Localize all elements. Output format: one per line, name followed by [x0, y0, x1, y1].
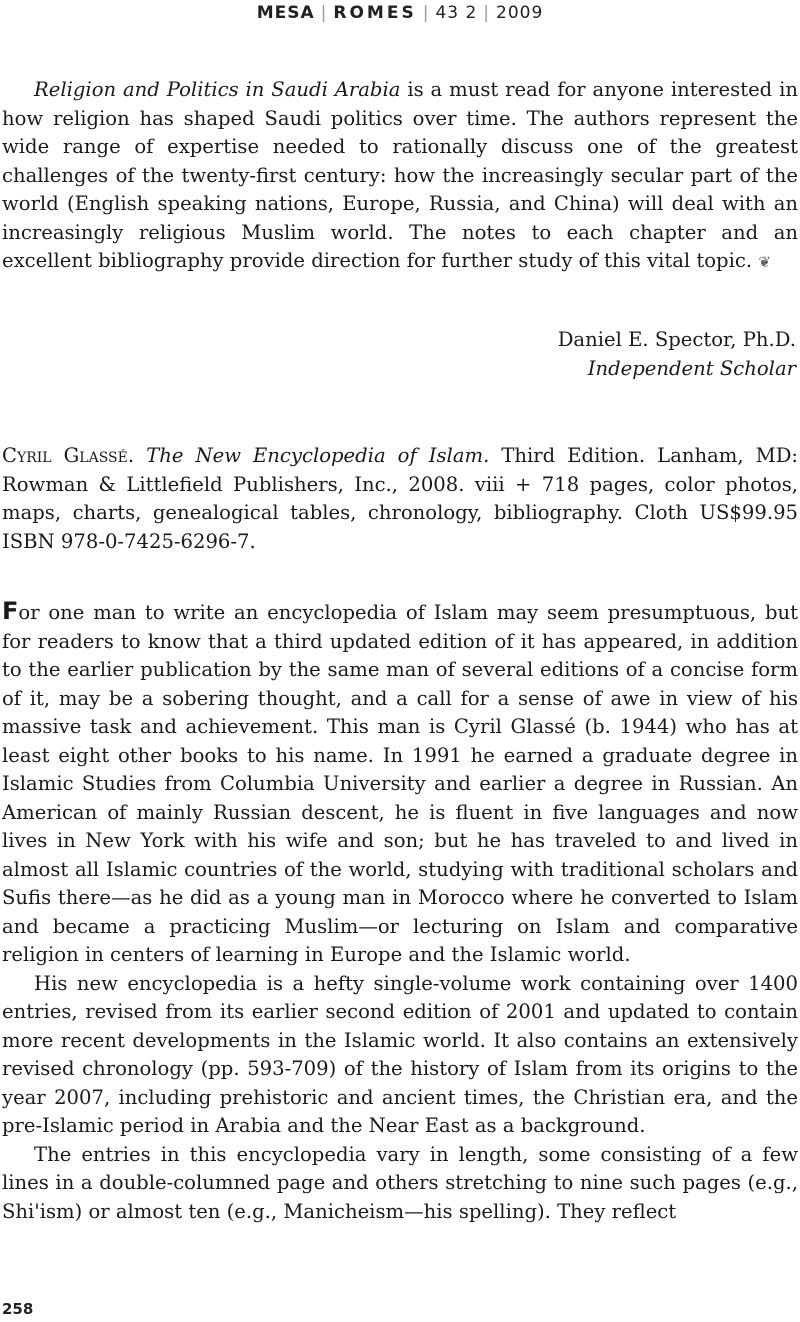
citation-details: Third Edition. Lanham, MD: Rowman & Littlefield Publishers, Inc., 2008. viii + 718 pages, color photos, maps, charts, genealogical tables, chronology, bibliography. Cloth US$99.95 ISBN 978-0-7425-6296-7.	[2, 444, 799, 553]
page-number: 258	[2, 1300, 34, 1318]
reviewer-affiliation: Independent Scholar	[587, 356, 796, 380]
reviewer-name: Daniel E. Spector, Ph.D.	[557, 328, 796, 351]
paragraph-text: or one man to write an encyclopedia of Islam may seem presumptuous, but for readers to know that a third updated edition of it has appeared, in addition to the earlier publication by the same man of several editions of a concise form of it, may be a sobering thought, and a call for a sense of awe in view of his massive task and achievement. This man is Cyril Glassé (b. 1944) who has at least eight other books to his name. In 1991 he earned a graduate degree in Islamic Studies from Columbia University and earlier a degree in Russian. An American of mainly Russian descent, he is fluent in five languages and now lives in New York with his wife and son; but he has traveled to and lived in almost all Islamic countries of the world, studying with traditional scholars and Sufis there—as he did as a young man in Morocco where he converted to Islam and became a practicing Muslim—or lecturing on Islam and comparative religion in centers of learning in Europe and the Islamic world.	[2, 601, 798, 966]
book-author: Cyril Glassé.	[2, 444, 135, 467]
section-name: ROMES	[333, 3, 417, 23]
running-head	[0, 0, 800, 26]
separator: |	[320, 3, 328, 23]
paragraph	[2, 597, 798, 970]
separator: |	[422, 3, 430, 23]
drop-letter: F	[2, 597, 19, 625]
journal-name: MESA	[256, 3, 315, 23]
book-title: The New Encyclopedia of Islam.	[146, 444, 490, 467]
separator: |	[483, 3, 491, 23]
review1-closing-paragraph	[2, 76, 798, 277]
paragraph: His new encyclopedia is a hefty single-volume work containing over 1400 entries, revised from its earlier second edition of 2001 and updated to contain more recent developments in the Islamic world. It also contains an extensively revised chronology (pp. 593-709) of the history of Islam from its origins to the year 2007, including prehistoric and ancient times, the Christian era, and the pre-Islamic period in Arabia and the Near East as a background.	[2, 971, 798, 1137]
reviewer-signature	[396, 326, 796, 383]
closing-text: is a must read for anyone interested in how religion has shaped Saudi politics over time. The authors represent the wide range of expertise needed to rationally discuss one of the greatest challenges of the twenty-first century: how the increasingly secular part of the world (English speaking nations, Europe, Russia, and China) will deal with an increasingly religious Muslim world. The notes to each chapter and an excellent bibliography provide direction for further study of this vital topic.	[2, 78, 798, 272]
paragraph: The entries in this encyclopedia vary in length, some consisting of a few lines in a double-columned page and others stretching to nine such pages (e.g., Shi'ism) or almost ten (e.g., Manicheism—his spelling). They reflect	[2, 1142, 798, 1223]
end-mark-icon: ❦	[758, 253, 771, 271]
review2-body	[2, 597, 798, 1226]
year: 2009	[496, 3, 544, 23]
volume-issue: 43 2	[435, 3, 478, 23]
book-title-ref: Religion and Politics in Saudi Arabia	[34, 78, 401, 101]
review2-citation	[2, 442, 798, 556]
